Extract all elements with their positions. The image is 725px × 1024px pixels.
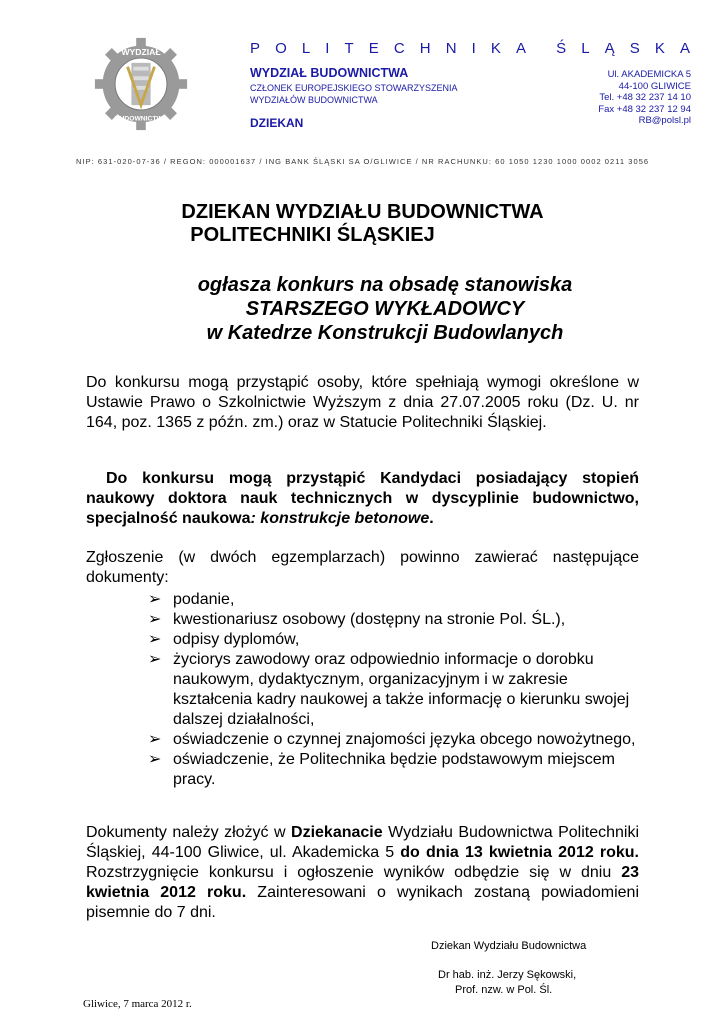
list-item-text: odpisy dyplomów, — [173, 631, 300, 648]
subheadline-line-2: STARSZEGO WYKŁADOWCY — [245, 298, 525, 320]
university-letter: Ś — [556, 40, 567, 57]
university-letter: L — [301, 40, 311, 57]
phone: Tel. +48 32 237 14 10 — [599, 92, 691, 103]
submission-text-2: Wydziału Budownictwa Politechniki Śląskiej, 44-100 Gliwice, ul. Akademicka 5 — [86, 824, 639, 861]
university-letter: H — [419, 40, 431, 57]
submission-text-4: Zainteresowani o wynikach zostaną powiadomieni pisemnie do 7 dni. — [86, 884, 639, 921]
address-city: 44-100 GLIWICE — [618, 80, 691, 92]
university-letter: I — [325, 40, 330, 57]
university-letter: L — [581, 40, 590, 57]
university-letter: A — [515, 40, 526, 57]
headline-line-1: DZIEKAN WYDZIAŁU BUDOWNICTWA — [181, 201, 544, 223]
logo-text-top: WYDZIAŁ — [121, 47, 161, 58]
results-date: 23 kwietnia 2012 roku. — [86, 864, 639, 901]
submission-text-3: Rozstrzygnięcie konkursu i ogłoszenie wyników odbędzie się w dniu — [86, 864, 622, 881]
list-item-text: życiorys zawodowy oraz odpowiednio informacje o dorobku naukowym, dydaktycznym, organizacyjnym i w zakresie kształcenia kadry naukowej a także informację o kierunku swojej dalszej działalności, — [173, 651, 630, 728]
university-letter: P — [250, 40, 261, 57]
university-letter: K — [490, 40, 501, 57]
specialty-text: : konstrukcje betonowe — [250, 510, 430, 527]
university-name — [250, 40, 690, 57]
headline-line-2: POLITECHNIKI ŚLĄSKIEJ — [190, 224, 435, 246]
university-letter: Ą — [604, 40, 615, 57]
membership-line-1: CZŁONEK EUROPEJSKIEGO STOWARZYSZENIA — [250, 83, 458, 93]
subheadline-line-3: w Katedrze Konstrukcji Budowlanych — [206, 322, 564, 344]
requirements-text: Do konkursu mogą przystąpić Kandydaci posiadający stopień naukowy doktora nauk technicznych w dyscyplinie budownictwo, specjalność naukowa — [86, 470, 639, 527]
list-item — [148, 650, 638, 730]
list-item — [148, 630, 638, 650]
list-item — [148, 590, 638, 610]
fax: Fax +48 32 237 12 94 — [598, 103, 691, 115]
list-item — [148, 750, 638, 790]
list-item-text: kwestionariusz osobowy (dostępny na stronie Pol. ŚL.), — [173, 611, 566, 628]
arrow-bullet-icon: ➢ — [148, 751, 162, 768]
arrow-bullet-icon: ➢ — [148, 591, 162, 608]
requirements-paragraph — [86, 469, 639, 529]
logo-text-bottom: BUDOWNICTWA — [114, 115, 168, 123]
membership-line-2: WYDZIAŁÓW BUDOWNICTWA — [250, 95, 378, 105]
university-letter: S — [629, 40, 640, 57]
contact-block — [598, 69, 691, 127]
list-item-text: oświadczenie o czynnej znajomości języka obcego nowożytnego, — [173, 731, 636, 748]
faculty-name: WYDZIAŁ BUDOWNICTWA — [250, 66, 409, 80]
submission-deadline: do dnia 13 kwietnia 2012 roku. — [400, 844, 640, 861]
list-item — [148, 610, 638, 630]
university-letter: T — [344, 40, 354, 57]
university-letter: C — [393, 40, 405, 57]
eligibility-paragraph: Do konkursu mogą przystąpić osoby, które spełniają wymogi określone w Ustawie Prawo o Szkolnictwie Wyższym z dnia 27.07.2005 roku (Dz. U. nr 164, poz. 1365 z późn. zm.) oraz w Statucie Politechniki Śląskiej. — [86, 374, 639, 431]
university-letter: A — [679, 40, 690, 57]
submission-office: Dziekanacie — [291, 824, 383, 841]
submission-text-1: Dokumenty należy złożyć w — [86, 824, 292, 841]
document-date: Gliwice, 7 marca 2012 r. — [83, 998, 192, 1010]
university-letter: E — [368, 40, 379, 57]
documents-list — [148, 590, 638, 790]
membership-note — [250, 82, 458, 106]
university-letter: O — [275, 40, 287, 57]
signature-position: Prof. nzw. w Pol. Śl. — [455, 984, 553, 996]
list-item — [148, 730, 638, 750]
registry-line: NIP: 631-020-07-36 / REGON: 000001637 / ING BANK ŚLĄSKI SA O/GLIWICE / NR RACHUNKU: 60 1050 1230 1000 0002 0211 3056 — [76, 157, 650, 166]
list-item-text: oświadczenie, że Politechnika będzie podstawowym miejscem pracy. — [173, 751, 615, 788]
signature-title: Dziekan Wydziału Budownictwa — [431, 940, 587, 952]
signature-name: Dr hab. inż. Jerzy Sękowski, — [438, 969, 577, 981]
submission-paragraph — [86, 823, 639, 923]
list-item-text: podanie, — [173, 591, 235, 608]
arrow-bullet-icon: ➢ — [148, 651, 162, 668]
university-letter: N — [445, 40, 457, 57]
dean-heading: DZIEKAN — [250, 116, 304, 130]
email-link[interactable]: RB@polsl.pl — [638, 115, 691, 126]
requirements-end: . — [429, 510, 434, 527]
arrow-bullet-icon: ➢ — [148, 731, 162, 748]
university-letter: I — [471, 40, 476, 57]
address-street: Ul. AKADEMICKA 5 — [607, 69, 691, 80]
arrow-bullet-icon: ➢ — [148, 611, 162, 628]
arrow-bullet-icon: ➢ — [148, 631, 162, 648]
university-letter: K — [654, 40, 665, 57]
subheadline-line-1: ogłasza konkurs na obsadę stanowiska — [197, 274, 573, 296]
faculty-logo — [93, 36, 189, 132]
documents-intro: Zgłoszenie (w dwóch egzemplarzach) powinno zawierać następujące dokumenty: — [86, 549, 639, 586]
